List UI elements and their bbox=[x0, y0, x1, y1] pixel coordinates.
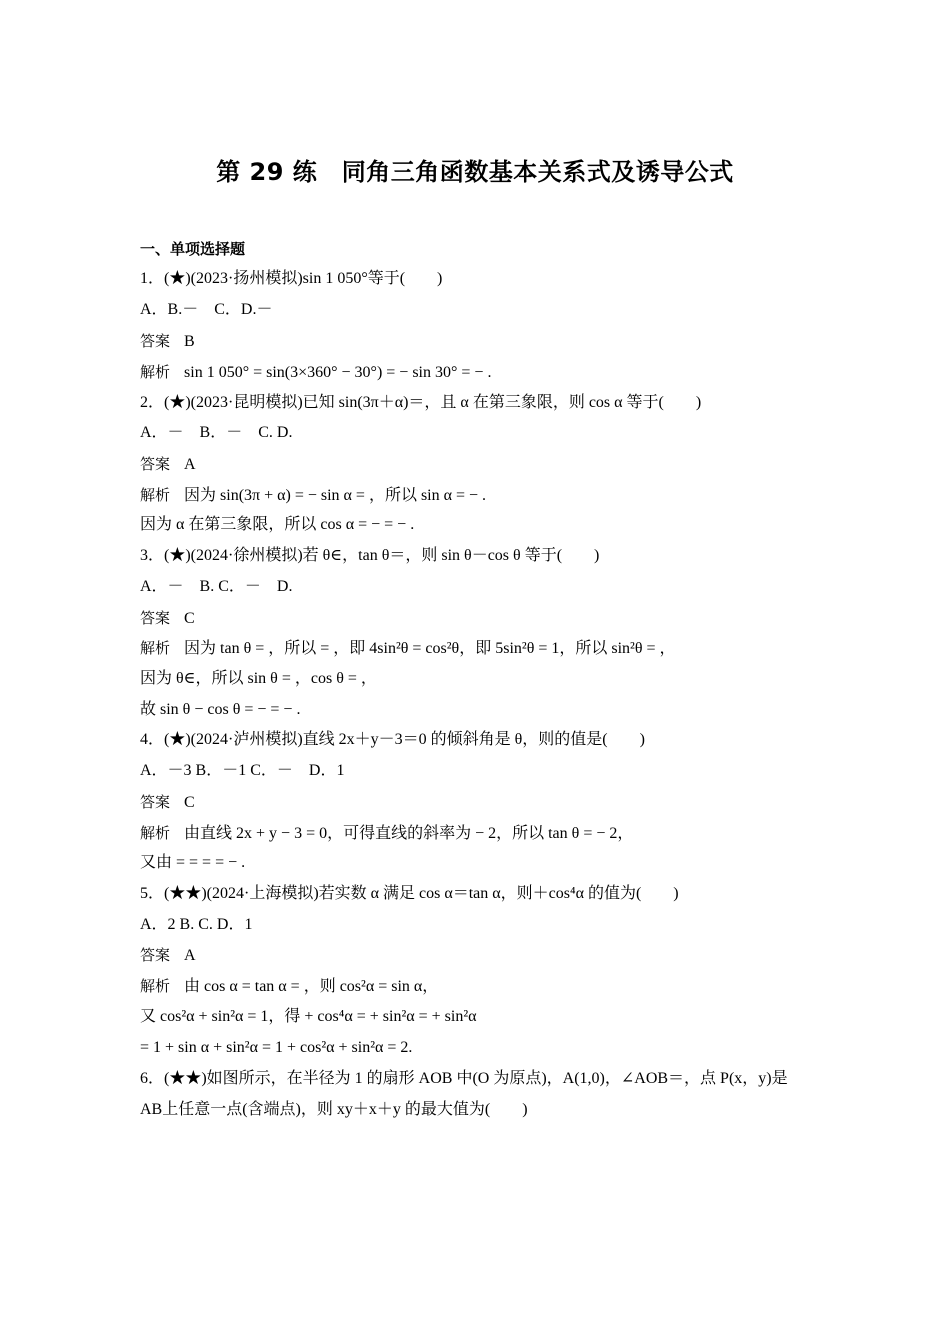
answer-5-row bbox=[140, 944, 830, 967]
question-2-options: A．－ B．－ C. D. bbox=[140, 424, 293, 441]
answer-label: 答案 bbox=[140, 332, 171, 350]
page-title: 第 29 练 同角三角函数基本关系式及诱导公式 bbox=[216, 158, 734, 186]
answer-label: 答案 bbox=[140, 793, 171, 811]
analysis-label: 解析 bbox=[140, 639, 171, 657]
answer-1-row bbox=[140, 330, 830, 353]
answer-label: 答案 bbox=[140, 946, 171, 964]
question-3-options: A．－ B. C．－ D. bbox=[140, 578, 293, 595]
analysis-4-row bbox=[140, 822, 830, 845]
analysis-3-row bbox=[140, 637, 830, 660]
analysis-label: 解析 bbox=[140, 363, 171, 381]
answer-3-row bbox=[140, 607, 830, 630]
analysis-1-text: sin 1 050° = sin(3×360° − 30°) = − sin 30° = − . bbox=[184, 364, 492, 381]
section-title: 一、单项选择题 bbox=[140, 240, 246, 258]
question-5-options: A．2 B. C. D．1 bbox=[140, 916, 253, 933]
analysis-5-text: 由 cos α = tan α = ，则 cos²α = sin α， bbox=[184, 978, 439, 995]
question-6: 6．(★★)如图所示，在半径为 1 的扇形 AOB 中(O 为原点)，A(1,0)，∠AOB＝，点 P(x，y)是 bbox=[140, 1070, 788, 1087]
analysis-label: 解析 bbox=[140, 824, 171, 842]
question-4-options: A．－3 B．－1 C．－ D．1 bbox=[140, 762, 345, 779]
question-3: 3．(★)(2024·徐州模拟)若 θ∈，tan θ＝，则 sin θ－cos θ 等于( ) bbox=[140, 547, 600, 564]
answer-3-value: C bbox=[184, 610, 195, 627]
analysis-3-text-2: 因为 θ∈，所以 sin θ = ，cos θ = ， bbox=[140, 670, 377, 687]
answer-4-value: C bbox=[184, 794, 195, 811]
analysis-2-text-2: 因为 α 在第三象限，所以 cos α = − = − . bbox=[140, 516, 415, 533]
analysis-label: 解析 bbox=[140, 486, 171, 504]
analysis-label: 解析 bbox=[140, 977, 171, 995]
analysis-5-text-2: 又 cos²α + sin²α = 1，得 + cos⁴α = + sin²α = + sin²α bbox=[140, 1008, 477, 1025]
answer-1-value: B bbox=[184, 333, 195, 350]
analysis-5-text-3: = 1 + sin α + sin²α = 1 + cos²α + sin²α = 2. bbox=[140, 1039, 413, 1056]
answer-label: 答案 bbox=[140, 455, 171, 473]
answer-5-value: A bbox=[184, 947, 196, 964]
analysis-4-text-2: 又由 = = = = − . bbox=[140, 854, 246, 871]
question-2: 2．(★)(2023·昆明模拟)已知 sin(3π＋α)＝，且 α 在第三象限，则 cos α 等于( ) bbox=[140, 394, 702, 411]
question-5: 5．(★★)(2024·上海模拟)若实数 α 满足 cos α＝tan α，则＋cos⁴α 的值为( ) bbox=[140, 885, 679, 902]
answer-4-row bbox=[140, 791, 830, 814]
analysis-2-text: 因为 sin(3π + α) = − sin α = ，所以 sin α = − . bbox=[184, 487, 487, 504]
question-1-options: A．B.－ C．D.－ bbox=[140, 301, 273, 318]
analysis-3-text-3: 故 sin θ − cos θ = − = − . bbox=[140, 701, 301, 718]
question-4: 4．(★)(2024·泸州模拟)直线 2x＋y－3＝0 的倾斜角是 θ，则的值是( ) bbox=[140, 731, 645, 748]
analysis-2-row bbox=[140, 484, 830, 507]
question-6-line-2: AB上任意一点(含端点)，则 xy＋x＋y 的最大值为( ) bbox=[140, 1101, 528, 1118]
analysis-3-text: 因为 tan θ = ，所以 = ，即 4sin²θ = cos²θ，即 5sin²θ = 1，所以 sin²θ = ， bbox=[184, 640, 676, 657]
analysis-1-row bbox=[140, 361, 830, 384]
analysis-5-row bbox=[140, 975, 830, 998]
answer-2-value: A bbox=[184, 456, 196, 473]
answer-2-row bbox=[140, 453, 830, 476]
question-1: 1．(★)(2023·扬州模拟)sin 1 050°等于( ) bbox=[140, 270, 443, 287]
analysis-4-text: 由直线 2x + y − 3 = 0，可得直线的斜率为 − 2，所以 tan θ = − 2， bbox=[184, 825, 634, 842]
answer-label: 答案 bbox=[140, 609, 171, 627]
